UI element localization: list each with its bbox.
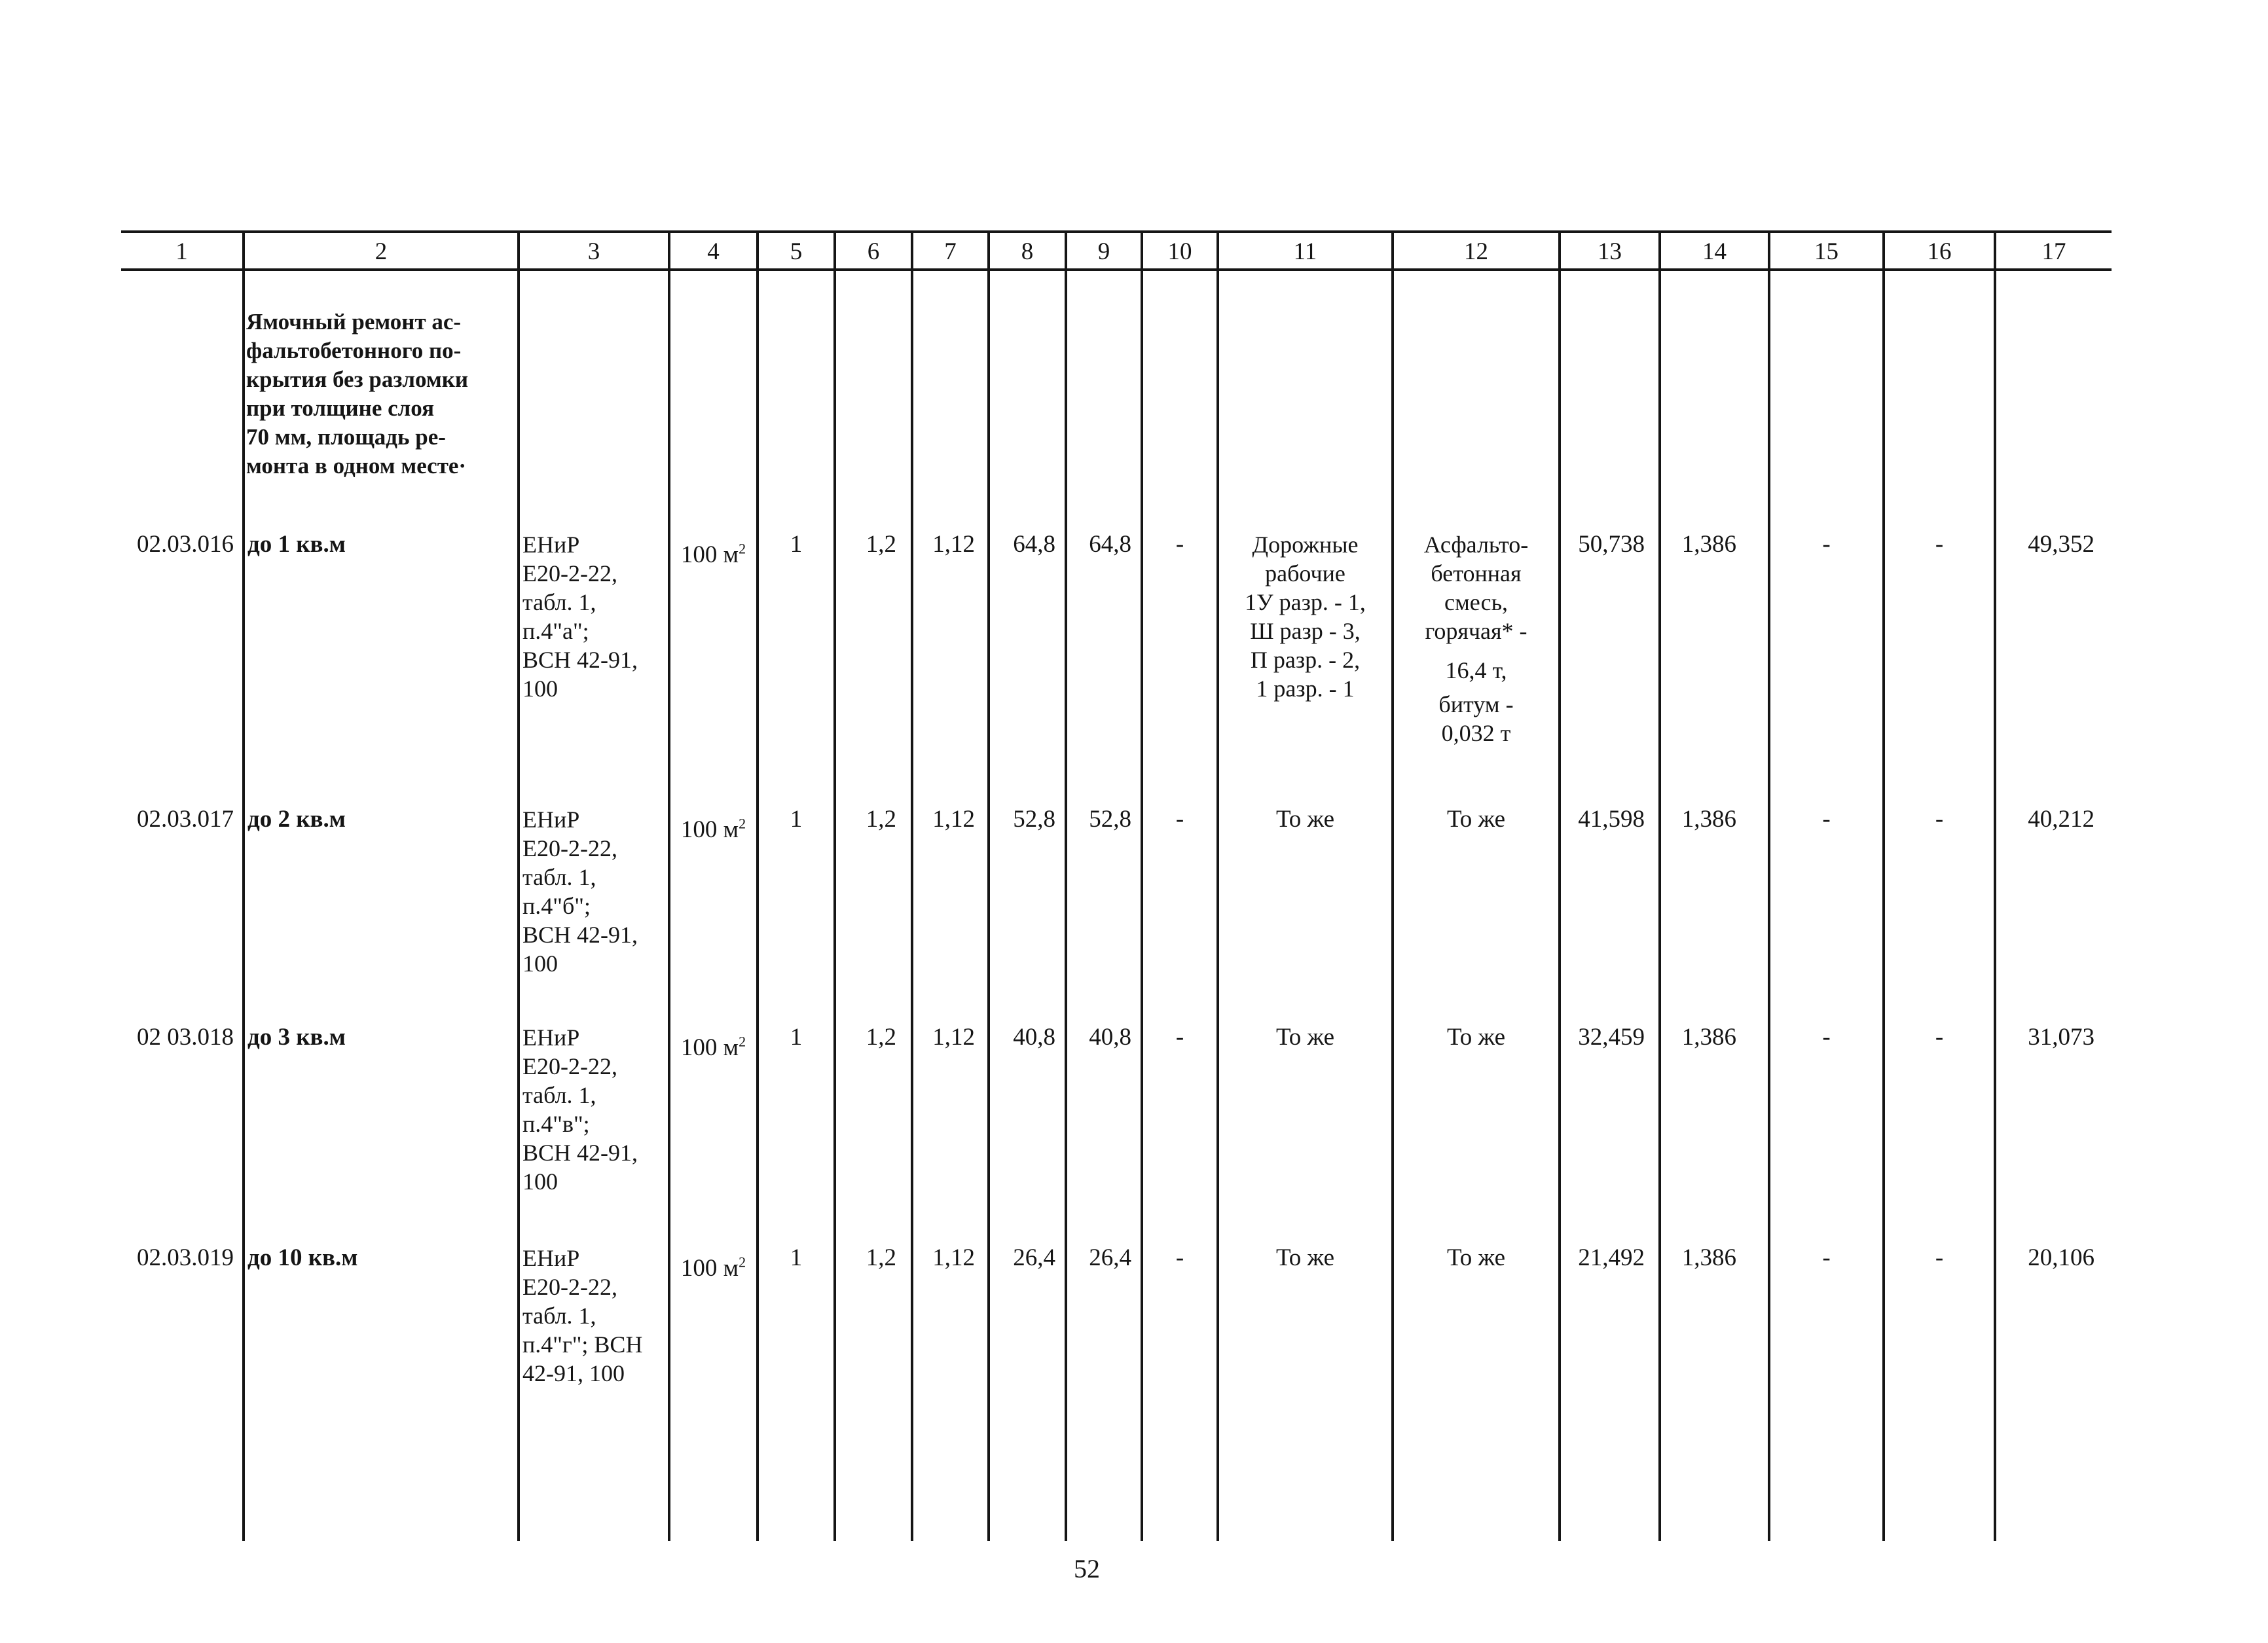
row-col17: 40,212	[2028, 806, 2094, 833]
column-header-17: 17	[2041, 238, 2066, 265]
column-header-7: 7	[944, 238, 957, 265]
row-col15: -	[1822, 806, 1831, 833]
row-code: 02.03.019	[137, 1244, 234, 1271]
column-header-12: 12	[1464, 238, 1488, 265]
row-col13: 41,598	[1578, 806, 1645, 833]
materials-line: горячая* -	[1425, 618, 1527, 644]
row-name: до 3 кв.м	[247, 1024, 346, 1051]
column-rule	[517, 230, 520, 1541]
row-col10: -	[1175, 1024, 1184, 1051]
row-workers: То же	[1275, 1244, 1335, 1271]
row-col13: 50,738	[1578, 531, 1645, 558]
basis-line: Е20-2-22,	[522, 1274, 617, 1300]
basis-line: ЕНиР	[522, 1024, 580, 1051]
row-col14: 1,386	[1681, 806, 1736, 833]
column-rule	[1391, 230, 1394, 1541]
basis-line: табл. 1,	[522, 1082, 596, 1108]
column-rule	[756, 230, 759, 1541]
row-materials: То же	[1446, 806, 1506, 833]
row-col8: 64,8	[1013, 531, 1055, 558]
row-workers: То же	[1275, 806, 1335, 833]
column-rule	[1994, 230, 1996, 1541]
description-line: Ямочный ремонт ас-	[246, 309, 462, 334]
row-basis	[522, 530, 667, 703]
row-col17: 31,073	[2028, 1024, 2094, 1051]
row-unit: 100 $м^2$	[680, 1033, 746, 1061]
description-line: 70 мм, площадь ре-	[246, 424, 446, 450]
row-code: 02.03.016	[137, 531, 234, 558]
row-col8: 52,8	[1013, 806, 1055, 833]
materials-line: Асфальто-	[1423, 532, 1529, 558]
column-rule	[1141, 230, 1143, 1541]
materials-line: 16,4 т,	[1445, 657, 1507, 683]
basis-line: 100	[522, 676, 558, 702]
materials-line: смесь,	[1444, 589, 1509, 615]
column-header-9: 9	[1097, 238, 1110, 265]
column-rule	[1658, 230, 1661, 1541]
column-header-2: 2	[375, 238, 388, 265]
basis-line: ВСН 42-91,	[522, 647, 638, 673]
row-col8: 40,8	[1013, 1024, 1055, 1051]
row-col5: 1	[790, 1024, 803, 1051]
table-top-rule	[121, 230, 2112, 233]
row-col6: 1,2	[866, 1024, 896, 1051]
row-col9: 40,8	[1089, 1024, 1131, 1051]
row-col10: -	[1175, 531, 1184, 558]
column-header-13: 13	[1598, 238, 1622, 265]
workers-line: рабочие	[1265, 560, 1345, 587]
basis-line: табл. 1,	[522, 1303, 596, 1329]
basis-line: ЕНиР	[522, 1245, 580, 1271]
column-rule	[668, 230, 670, 1541]
row-col5: 1	[790, 806, 803, 833]
column-rule	[1768, 230, 1770, 1541]
row-col16: -	[1935, 806, 1944, 833]
row-col5: 1	[790, 1244, 803, 1271]
row-materials: То же	[1446, 1244, 1506, 1271]
header-bottom-rule	[121, 268, 2112, 271]
column-rule	[833, 230, 836, 1541]
basis-line: 100	[522, 950, 558, 977]
row-col14: 1,386	[1681, 531, 1736, 558]
description-line: крытия без разломки	[246, 367, 469, 392]
column-header-15: 15	[1814, 238, 1838, 265]
basis-line: ЕНиР	[522, 532, 580, 558]
column-rule	[242, 230, 245, 1541]
row-col6: 1,2	[866, 531, 896, 558]
row-code: 02.03.017	[137, 806, 234, 833]
description-line: монта в одном месте·	[246, 453, 467, 478]
row-code: 02 03.018	[137, 1024, 234, 1051]
row-unit: 100 $м^2$	[680, 815, 746, 843]
workers-line: П разр. - 2,	[1250, 647, 1361, 673]
row-col7: 1,12	[932, 1024, 975, 1051]
row-col6: 1,2	[866, 1244, 896, 1271]
row-name: до 2 кв.м	[247, 806, 346, 833]
row-col13: 32,459	[1578, 1024, 1645, 1051]
basis-line: Е20-2-22,	[522, 1053, 617, 1079]
column-rule	[1558, 230, 1561, 1541]
row-col14: 1,386	[1681, 1024, 1736, 1051]
row-col15: -	[1822, 1024, 1831, 1051]
basis-line: табл. 1,	[522, 589, 596, 615]
row-col16: -	[1935, 531, 1944, 558]
row-materials	[1394, 530, 1558, 748]
basis-line: 100	[522, 1168, 558, 1195]
column-header-14: 14	[1702, 238, 1727, 265]
row-unit: 100 $м^2$	[680, 1254, 746, 1282]
row-col15: -	[1822, 531, 1831, 558]
materials-line: бетонная	[1431, 560, 1522, 587]
page-number: 52	[1074, 1554, 1100, 1583]
row-name: до 1 кв.м	[247, 531, 346, 558]
column-header-1: 1	[175, 238, 188, 265]
column-rule	[987, 230, 990, 1541]
column-header-16: 16	[1927, 238, 1952, 265]
row-col17: 49,352	[2028, 531, 2094, 558]
column-rule	[1216, 230, 1219, 1541]
row-col9: 26,4	[1089, 1244, 1131, 1271]
column-rule	[1065, 230, 1067, 1541]
row-basis	[522, 805, 667, 978]
workers-line: 1 разр. - 1	[1256, 676, 1355, 702]
row-col16: -	[1935, 1244, 1944, 1271]
row-workers: То же	[1275, 1024, 1335, 1051]
column-header-10: 10	[1167, 238, 1192, 265]
basis-line: п.4"а";	[522, 618, 589, 644]
basis-line: Е20-2-22,	[522, 835, 617, 861]
row-col13: 21,492	[1578, 1244, 1645, 1271]
column-rule	[911, 230, 913, 1541]
row-unit: 100 $м^2$	[680, 540, 746, 568]
row-col7: 1,12	[932, 531, 975, 558]
row-col15: -	[1822, 1244, 1831, 1271]
column-rule	[1882, 230, 1885, 1541]
row-name: до 10 кв.м	[247, 1244, 358, 1271]
basis-line: Е20-2-22,	[522, 560, 617, 587]
workers-line: 1У разр. - 1,	[1245, 589, 1366, 615]
row-col5: 1	[790, 531, 803, 558]
basis-line: 42-91, 100	[522, 1360, 625, 1386]
basis-line: ВСН 42-91,	[522, 922, 638, 948]
row-col9: 64,8	[1089, 531, 1131, 558]
column-header-11: 11	[1293, 238, 1317, 265]
basis-line: п.4"в";	[522, 1111, 590, 1137]
row-col14: 1,386	[1681, 1244, 1736, 1271]
basis-line: табл. 1,	[522, 864, 596, 890]
row-workers	[1219, 530, 1391, 703]
basis-line: п.4"б";	[522, 893, 591, 919]
row-materials: То же	[1446, 1024, 1506, 1051]
column-header-5: 5	[790, 238, 803, 265]
row-col8: 26,4	[1013, 1244, 1055, 1271]
column-header-6: 6	[867, 238, 880, 265]
row-col7: 1,12	[932, 1244, 975, 1271]
materials-line: битум -	[1438, 691, 1514, 717]
workers-line: Дорожные	[1252, 532, 1359, 558]
row-col10: -	[1175, 1244, 1184, 1271]
materials-line: 0,032 т	[1441, 720, 1511, 746]
basis-line: ВСН 42-91,	[522, 1140, 638, 1166]
row-col6: 1,2	[866, 806, 896, 833]
column-header-3: 3	[587, 238, 600, 265]
basis-line: п.4"г"; ВСН	[522, 1331, 643, 1358]
row-col7: 1,12	[932, 806, 975, 833]
row-basis	[522, 1244, 667, 1388]
row-col16: -	[1935, 1024, 1944, 1051]
row-col10: -	[1175, 806, 1184, 833]
description-line: фальтобетонного по-	[246, 338, 462, 363]
column-header-8: 8	[1021, 238, 1034, 265]
row-col9: 52,8	[1089, 806, 1131, 833]
row-col17: 20,106	[2028, 1244, 2094, 1271]
workers-line: Ш разр - 3,	[1250, 618, 1361, 644]
basis-line: ЕНиР	[522, 806, 580, 833]
row-basis	[522, 1023, 667, 1196]
section-description	[246, 308, 515, 480]
description-line: при толщине слоя	[246, 395, 435, 421]
column-header-4: 4	[707, 238, 720, 265]
